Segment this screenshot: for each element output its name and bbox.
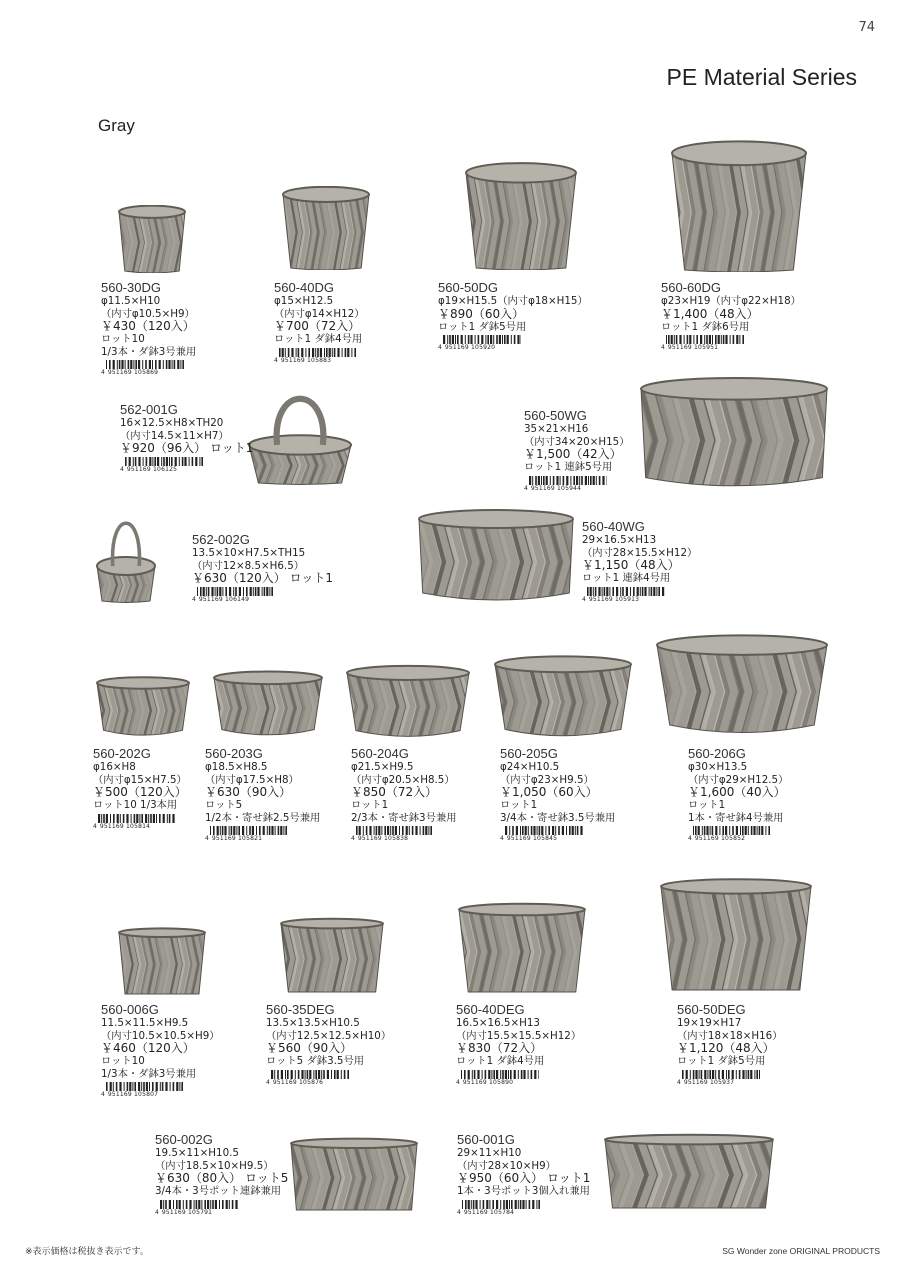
product-code: 560-30DG (101, 280, 161, 295)
product-size: φ18.5×H8.5 (205, 761, 268, 773)
product-price: ￥850（72入） (351, 785, 438, 800)
barcode-lead-digit: 4 (93, 822, 97, 830)
product-size: φ24×H10.5 (500, 761, 560, 773)
basket-photo (660, 872, 812, 992)
barcode-digits: 951169 105845 (506, 835, 558, 843)
product-size: 13.5×10×H7.5×TH15 (192, 547, 306, 559)
barcode-lead-digit: 4 (101, 1091, 105, 1099)
barcode-lead-digit: 4 (351, 835, 355, 843)
product-code: 562-002G (192, 532, 250, 547)
product-562-002g (192, 533, 333, 603)
product-note: 1/2本・寄せ鉢2.5号兼用 (205, 811, 321, 824)
product-size: 19.5×11×H10.5 (155, 1147, 239, 1159)
product-size: （内寸φ14×H12） (274, 307, 365, 320)
product-note: 3/4本・寄せ鉢3.5号兼用 (500, 811, 616, 824)
product-price: ￥830（72入） (456, 1041, 543, 1056)
color-label: Gray (98, 116, 135, 135)
product-note: ロット1 (351, 799, 389, 812)
product-price: ￥1,120（48入） (677, 1041, 775, 1056)
barcode (677, 1070, 783, 1086)
product-price: ￥700（72入） (274, 319, 361, 334)
product-note: ロット5 ダ鉢3.5号用 (266, 1055, 365, 1068)
product-size: （内寸12×8.5×H6.5） (192, 559, 305, 572)
product-note: 2/3本・寄せ鉢3号兼用 (351, 811, 457, 824)
product-price: ￥430（120入） (101, 319, 195, 334)
barcode-digits: 951169 105951 (667, 344, 719, 352)
barcode-digits: 951169 105814 (99, 822, 151, 830)
barcode (101, 1082, 220, 1098)
product-code: 560-40WG (582, 519, 645, 534)
series-title: PE Material Series (666, 64, 857, 90)
barcode-digits: 951169 105784 (463, 1208, 515, 1216)
product-size: （内寸φ23×H9.5） (500, 773, 594, 786)
barcode (456, 1070, 581, 1086)
tax-note: ※表示価格は税抜き表示です。 (25, 1247, 149, 1257)
product-size: （内寸10.5×10.5×H9） (101, 1029, 220, 1042)
barcode (93, 814, 187, 830)
barcode (582, 587, 697, 603)
barcode-digits: 951169 105937 (683, 1078, 735, 1086)
barcode (192, 587, 333, 603)
barcode-digits: 951169 105913 (588, 595, 640, 603)
product-size: 29×11×H10 (457, 1147, 522, 1159)
product-note: ロット1 (688, 799, 726, 812)
product-size: φ23×H19（内寸φ22×H18） (661, 295, 801, 307)
barcode-lead-digit: 4 (101, 369, 105, 377)
product-560-50deg (677, 1003, 783, 1086)
product-note: ロット1 ダ鉢4号用 (274, 333, 363, 346)
barcode-lead-digit: 4 (120, 466, 124, 474)
page-number: 74 (858, 20, 875, 35)
barcode (155, 1200, 288, 1216)
product-code: 560-40DG (274, 280, 334, 295)
product-size: φ30×H13.5 (688, 761, 748, 773)
product-code: 560-35DEG (266, 1002, 335, 1017)
product-size: 19×19×H17 (677, 1017, 742, 1029)
barcode-lead-digit: 4 (266, 1078, 270, 1086)
barcode-lead-digit: 4 (438, 344, 442, 352)
product-560-30dg (101, 281, 196, 376)
basket-photo (280, 914, 384, 994)
barcode-digits: 951169 105944 (530, 484, 582, 492)
product-note: 3/4本・3号ポット連鉢兼用 (155, 1185, 282, 1198)
barcode-lead-digit: 4 (688, 835, 692, 843)
product-price: ￥920（96入） ロット1 (120, 441, 254, 456)
basket-photo (346, 662, 470, 740)
basket-photo (671, 140, 807, 272)
product-note: ロット1 ダ鉢5号用 (438, 320, 527, 333)
product-price: ￥460（120入） (101, 1041, 195, 1056)
product-560-002g (155, 1133, 288, 1216)
product-size: （内寸15.5×15.5×H12） (456, 1029, 582, 1042)
barcode-lead-digit: 4 (661, 344, 665, 352)
barcode-lead-digit: 4 (457, 1208, 461, 1216)
product-note: ロット10 (101, 333, 145, 346)
product-size: （内寸φ15×H7.5） (93, 773, 187, 786)
product-size: φ19×H15.5（内寸φ18×H15） (438, 295, 588, 307)
product-price: ￥1,500（42入） (524, 447, 622, 462)
barcode-digits: 951169 105838 (357, 835, 409, 843)
product-price: ￥1,150（48入） (582, 558, 680, 573)
barcode-lead-digit: 4 (155, 1208, 159, 1216)
product-note: 1/3本・ダ鉢3号兼用 (101, 1067, 197, 1080)
product-size: 11.5×11.5×H9.5 (101, 1017, 189, 1029)
barcode-digits: 951169 105807 (107, 1091, 159, 1099)
barcode-digits: 951169 105890 (462, 1078, 514, 1086)
basket-photo (418, 505, 574, 605)
product-size: φ21.5×H9.5 (351, 761, 414, 773)
basket-photo (248, 378, 352, 486)
product-note: 1本・寄せ鉢4号兼用 (688, 811, 784, 824)
barcode-digits: 951169 106125 (126, 466, 178, 474)
barcode (438, 335, 588, 351)
product-560-35deg (266, 1003, 391, 1086)
barcode (274, 348, 365, 364)
product-note: ロット10 1/3本用 (93, 799, 178, 812)
product-code: 560-40DEG (456, 1002, 525, 1017)
barcode-digits: 951169 105920 (444, 344, 496, 352)
product-562-001g (120, 403, 253, 473)
product-note: 1/3本・ダ鉢3号兼用 (101, 345, 197, 358)
product-note: ロット5 (205, 799, 243, 812)
barcode-lead-digit: 4 (582, 595, 586, 603)
product-note: ロット1 ダ鉢6号用 (661, 320, 750, 333)
product-560-204g (351, 747, 457, 842)
basket-photo (458, 898, 586, 994)
basket-photo (640, 372, 828, 492)
product-size: （内寸12.5×12.5×H10） (266, 1029, 392, 1042)
basket-photo (96, 504, 156, 604)
product-560-40deg (456, 1003, 581, 1086)
basket-photo (656, 630, 828, 738)
product-560-203g (205, 747, 320, 842)
product-size: φ16×H8 (93, 761, 136, 773)
product-560-006g (101, 1003, 220, 1098)
product-code: 560-50DEG (677, 1002, 746, 1017)
basket-photo (118, 205, 186, 273)
barcode-lead-digit: 4 (500, 835, 504, 843)
product-note: ロット10 (101, 1055, 145, 1068)
product-price: ￥1,400（48入） (661, 306, 759, 321)
barcode-digits: 951169 105876 (272, 1078, 324, 1086)
product-size: （内寸φ29×H12.5） (688, 773, 789, 786)
basket-photo (494, 652, 632, 740)
barcode (500, 826, 615, 842)
product-code: 560-202G (93, 746, 151, 761)
product-560-40wg (582, 520, 697, 603)
product-note: ロット1 連鉢4号用 (582, 572, 671, 585)
product-price: ￥630（80入） ロット5 (155, 1171, 289, 1186)
product-code: 560-203G (205, 746, 263, 761)
barcode (266, 1070, 391, 1086)
barcode (524, 476, 630, 492)
product-size: （内寸28×15.5×H12） (582, 546, 698, 559)
product-price: ￥630（120入） ロット1 (192, 571, 334, 586)
product-size: 16×12.5×H8×TH20 (120, 417, 224, 429)
product-size: （内寸28×10×H9） (457, 1159, 556, 1172)
product-size: 35×21×H16 (524, 423, 589, 435)
product-size: （内寸34×20×H15） (524, 435, 630, 448)
product-code: 560-50WG (524, 408, 587, 423)
product-price: ￥560（90入） (266, 1041, 353, 1056)
product-size: 16.5×16.5×H13 (456, 1017, 540, 1029)
product-price: ￥1,050（60入） (500, 785, 598, 800)
product-price: ￥1,600（40入） (688, 785, 786, 800)
barcode-lead-digit: 4 (524, 484, 528, 492)
barcode (661, 335, 801, 351)
product-note: ロット1 ダ鉢5号用 (677, 1055, 766, 1068)
basket-photo (282, 186, 370, 270)
barcode (120, 457, 253, 473)
product-code: 560-206G (688, 746, 746, 761)
product-size: （内寸φ17.5×H8） (205, 773, 299, 786)
barcode-digits: 951169 105791 (161, 1208, 213, 1216)
brand-footer: SG Wonder zone ORIGINAL PRODUCTS (722, 1246, 880, 1256)
basket-photo (465, 162, 577, 270)
barcode-digits: 951169 105883 (280, 356, 332, 364)
product-size: （内寸18×18×H16） (677, 1029, 783, 1042)
barcode-lead-digit: 4 (274, 356, 278, 364)
product-size: （内寸φ10.5×H9） (101, 307, 195, 320)
product-code: 560-002G (155, 1132, 213, 1147)
product-note: ロット1 ダ鉢4号用 (456, 1055, 545, 1068)
barcode-lead-digit: 4 (456, 1078, 460, 1086)
product-size: 13.5×13.5×H10.5 (266, 1017, 360, 1029)
product-note: 1本・3号ポット3個入れ兼用 (457, 1185, 590, 1198)
basket-photo (213, 668, 323, 738)
barcode (205, 826, 320, 842)
barcode-digits: 951169 105869 (107, 369, 159, 377)
product-size: （内寸18.5×10×H9.5） (155, 1159, 274, 1172)
product-code: 560-50DG (438, 280, 498, 295)
barcode-digits: 951169 105821 (211, 835, 263, 843)
product-size: （内寸14.5×11×H7） (120, 429, 229, 442)
product-560-60dg (661, 281, 801, 351)
product-price: ￥890（60入） (438, 306, 525, 321)
barcode-lead-digit: 4 (192, 596, 196, 604)
product-560-40dg (274, 281, 365, 364)
barcode (101, 360, 196, 376)
product-code: 560-205G (500, 746, 558, 761)
product-price: ￥950（60入） ロット1 (457, 1171, 591, 1186)
barcode-digits: 951169 106149 (198, 596, 250, 604)
product-code: 560-006G (101, 1002, 159, 1017)
barcode-digits: 951169 105852 (694, 835, 746, 843)
product-560-50wg (524, 409, 630, 492)
barcode-lead-digit: 4 (677, 1078, 681, 1086)
product-price: ￥500（120入） (93, 785, 187, 800)
product-size: （内寸φ20.5×H8.5） (351, 773, 455, 786)
product-note: ロット1 連鉢5号用 (524, 461, 613, 474)
product-560-206g (688, 747, 788, 842)
product-size: 29×16.5×H13 (582, 534, 657, 546)
product-code: 560-60DG (661, 280, 721, 295)
product-code: 560-001G (457, 1132, 515, 1147)
product-size: φ11.5×H10 (101, 295, 161, 307)
basket-photo (290, 1134, 418, 1212)
product-note: ロット1 (500, 799, 538, 812)
product-560-202g (93, 747, 187, 830)
barcode (457, 1200, 590, 1216)
product-560-205g (500, 747, 615, 842)
barcode (688, 826, 788, 842)
basket-photo (118, 924, 206, 996)
barcode (351, 826, 457, 842)
barcode-lead-digit: 4 (205, 835, 209, 843)
product-code: 562-001G (120, 402, 178, 417)
product-size: φ15×H12.5 (274, 295, 334, 307)
product-560-50dg (438, 281, 588, 351)
product-code: 560-204G (351, 746, 409, 761)
basket-photo (604, 1130, 774, 1210)
product-price: ￥630（90入） (205, 785, 292, 800)
basket-photo (96, 674, 190, 738)
product-560-001g (457, 1133, 590, 1216)
